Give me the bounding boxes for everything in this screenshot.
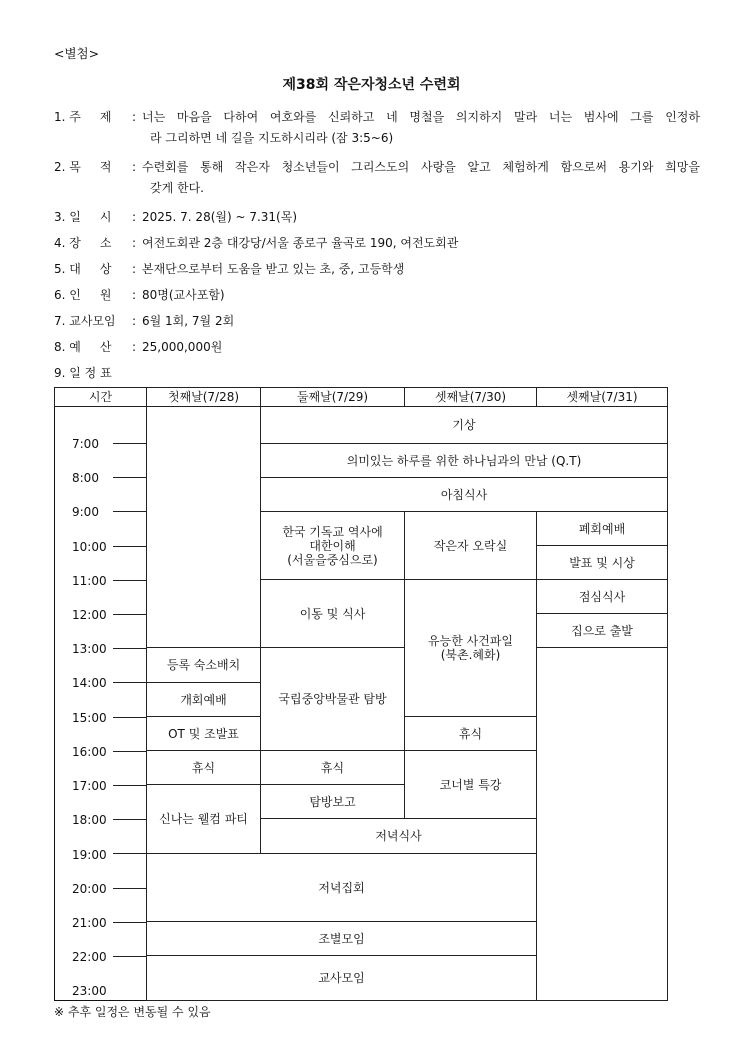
hour-tick (113, 956, 146, 957)
event-qt: 의미있는 하루를 위한 하나님과의 만남 (Q.T) (260, 443, 668, 478)
event-exploration-report: 탐방보고 (260, 784, 405, 819)
info-place (54, 233, 700, 254)
event-line: 한국 기독교 역사에 (282, 524, 383, 539)
event-line: 유능한 사건파일 (428, 634, 513, 648)
day1-empty-block (146, 406, 261, 648)
info-value: 너는 마음을 다하여 여호와를 신뢰하고 네 명철을 의지하지 말라 너는 범사에 그를 인정하 (142, 110, 700, 124)
event-lunch-day4: 점심식사 (536, 579, 668, 614)
event-ot-groups: OT 및 조발표 (146, 716, 261, 751)
event-move-and-lunch: 이동 및 식사 (260, 579, 405, 648)
info-value: 수련회를 통해 작은자 청소년들이 그리스도의 사랑을 알고 체험하게 함으로써 용기와 희망을 (142, 160, 700, 174)
info-colon: : (132, 210, 137, 224)
hour-tick (113, 648, 146, 649)
info-target (54, 259, 700, 280)
event-recreation: 작은자 오락실 (404, 511, 537, 580)
event-group-meeting: 조별모임 (146, 921, 537, 956)
info-value: 여전도회관 2층 대강당/서울 종로구 율곡로 190, 여전도회관 (142, 236, 459, 250)
hour-tick (113, 477, 146, 478)
event-corner-lecture: 코너별 특강 (404, 750, 537, 819)
hour-tick (113, 819, 146, 820)
info-theme (54, 107, 700, 149)
schedule-label: 9. 일 정 표 (54, 366, 112, 380)
event-rest-day3: 휴식 (404, 716, 537, 751)
event-rest-day2: 휴식 (260, 750, 405, 785)
info-value: 80명(교사포함) (142, 288, 225, 302)
time-label: 17:00 (72, 779, 107, 793)
day4-empty-block (536, 647, 668, 1001)
footnote: ※ 추후 일정은 변동될 수 있음 (54, 1005, 211, 1019)
info-colon: : (132, 110, 137, 124)
time-label: 20:00 (72, 882, 107, 896)
event-case-file (404, 579, 537, 717)
hour-tick (113, 853, 146, 854)
hour-tick (113, 580, 146, 581)
info-purpose (54, 157, 700, 199)
info-headcount (54, 285, 700, 306)
event-rest-day1: 휴식 (146, 750, 261, 785)
hour-tick (113, 511, 146, 512)
info-value: 2025. 7. 28(월) ~ 7.31(목) (142, 210, 298, 224)
time-label: 10:00 (72, 540, 107, 554)
time-label: 12:00 (72, 608, 107, 622)
header-day1: 첫째날(7/28) (146, 387, 261, 407)
header-time: 시간 (54, 387, 147, 407)
hour-tick (113, 717, 146, 718)
event-welcome-party: 신나는 웰컴 파티 (146, 784, 261, 854)
info-value: 25,000,000원 (142, 340, 223, 354)
event-opening-worship: 개회예배 (146, 682, 261, 717)
info-label: 2. 목 적 (54, 160, 112, 174)
hour-tick (113, 888, 146, 889)
event-breakfast: 아침식사 (260, 477, 668, 512)
time-label: 21:00 (72, 916, 107, 930)
info-label: 7. 교사모임 (54, 314, 116, 328)
hour-tick (113, 922, 146, 923)
info-colon: : (132, 314, 137, 328)
event-line: 대한이해 (309, 538, 356, 553)
event-museum-visit: 국립중앙박물관 탐방 (260, 647, 405, 751)
event-go-home: 집으로 출발 (536, 613, 668, 648)
info-date (54, 207, 700, 228)
time-label: 7:00 (72, 437, 99, 451)
info-colon: : (132, 236, 137, 250)
header-day2: 둘째날(7/29) (260, 387, 405, 407)
attachment-label: <별첨> (54, 46, 100, 61)
info-label: 4. 장 소 (54, 236, 112, 250)
info-label: 6. 인 원 (54, 288, 112, 302)
event-wake: 기상 (260, 406, 668, 444)
event-teacher-meeting: 교사모임 (146, 955, 537, 1001)
document-title: 제38회 작은자청소년 수련회 (282, 77, 461, 93)
info-label: 3. 일 시 (54, 210, 112, 224)
time-label: 13:00 (72, 642, 107, 656)
info-label: 8. 예 산 (54, 340, 112, 354)
info-colon: : (132, 288, 137, 302)
hour-tick (113, 785, 146, 786)
event-line: (북촌.혜화) (440, 648, 501, 662)
time-label: 9:00 (72, 505, 99, 519)
event-closing-worship: 폐회예배 (536, 511, 668, 546)
hour-tick (113, 443, 146, 444)
time-label: 14:00 (72, 676, 107, 690)
info-colon: : (132, 262, 137, 276)
hour-tick (113, 682, 146, 683)
time-label: 16:00 (72, 745, 107, 759)
time-label: 22:00 (72, 950, 107, 964)
event-dinner: 저녁식사 (260, 818, 537, 854)
time-label: 19:00 (72, 848, 107, 862)
header-day3: 셋째날(7/30) (404, 387, 537, 407)
event-line: (서울을중심으로) (287, 552, 378, 567)
info-value-continued: 라 그리하면 네 길을 지도하시리라 (잠 3:5~6) (150, 131, 394, 145)
hour-tick (113, 751, 146, 752)
info-colon: : (132, 160, 137, 174)
event-evening-gathering: 저녁집회 (146, 853, 537, 922)
time-label: 18:00 (72, 813, 107, 827)
info-label: 1. 주 제 (54, 110, 112, 124)
info-value-continued: 갖게 한다. (150, 181, 204, 195)
time-label: 8:00 (72, 471, 99, 485)
info-value: 본재단으로부터 도움을 받고 있는 초, 중, 고등학생 (142, 262, 405, 276)
event-registration: 등록 숙소배치 (146, 647, 261, 683)
time-label: 23:00 (72, 984, 107, 998)
event-presentation-awards: 발표 및 시상 (536, 545, 668, 580)
info-label: 5. 대 상 (54, 262, 112, 276)
hour-tick (113, 614, 146, 615)
info-value: 6월 1회, 7월 2회 (142, 314, 235, 328)
header-day4: 셋째날(7/31) (536, 387, 668, 407)
info-colon: : (132, 340, 137, 354)
hour-tick (113, 546, 146, 547)
info-teacher-meetings (54, 311, 700, 332)
time-label: 11:00 (72, 574, 107, 588)
schedule-heading (54, 363, 700, 384)
info-budget (54, 337, 700, 358)
time-label: 15:00 (72, 711, 107, 725)
event-korean-church-history (260, 511, 405, 580)
